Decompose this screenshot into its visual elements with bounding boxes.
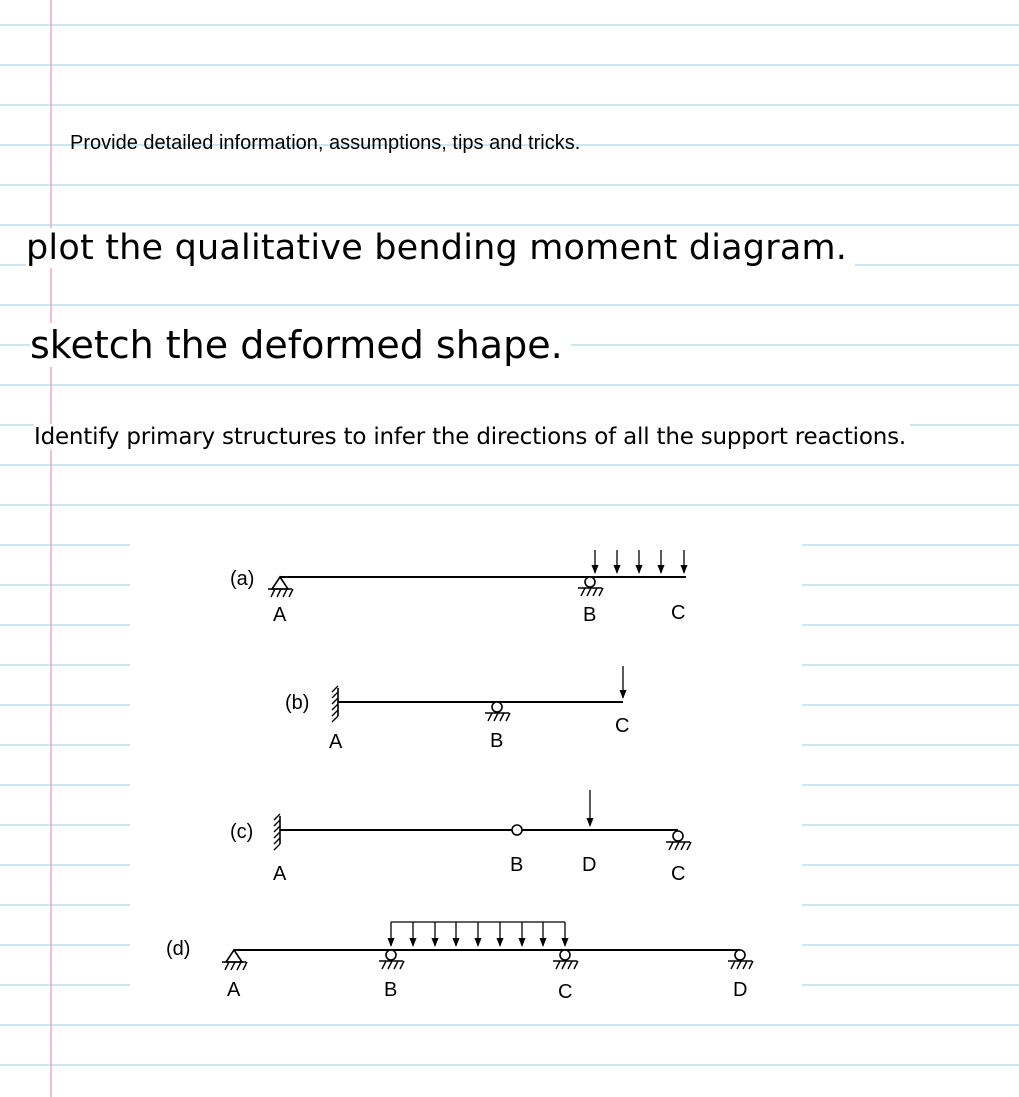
beam-a-tag: (a) [230,568,255,590]
task-deformed-shape: sketch the deformed shape. [30,323,571,367]
beam-d-support-b-roller [379,950,404,969]
beam-a-support-a-pin [268,577,293,597]
beam-a-label-c: C [671,602,686,624]
beam-d-tag: (d) [166,938,191,960]
beam-c-support-a-fixed [274,814,280,850]
beam-a-label-b: B [583,604,597,626]
beam-c-label-b: B [510,854,524,876]
beam-c-tag: (c) [230,821,254,843]
beam-c-hinge-b [512,825,522,835]
beam-b-label-b: B [490,730,504,752]
beam-b-support-a-fixed [332,686,338,722]
beam-d-support-c-roller [553,950,578,969]
beam-d-label-c: C [558,981,573,1003]
beam-d-label-b: B [384,979,398,1001]
beam-d-label-d: D [733,979,748,1001]
beam-a-label-a: A [273,604,287,626]
instruction-text: Provide detailed information, assumptions, tips and tricks. [70,132,581,154]
beam-b-label-c: C [615,715,630,737]
beam-c [230,790,691,885]
beam-a [230,550,686,626]
beam-b-label-a: A [329,731,343,753]
beam-b-support-b-roller [485,702,510,721]
beam-a-support-b-roller [578,577,603,596]
beam-b [285,666,629,753]
beam-c-support-c-roller [666,831,691,850]
task-primary-structures: Identify primary structures to infer the directions of all the support reactions. [34,424,910,450]
beam-d-distributed-load [391,922,565,946]
beam-figure [130,518,802,1020]
beam-c-label-c: C [671,863,686,885]
task-moment-diagram: plot the qualitative bending moment diagram. [26,228,855,268]
beam-c-label-d: D [582,854,597,876]
beam-d [166,922,753,1003]
beam-d-support-d-roller [728,950,753,969]
beam-c-label-a: A [273,863,287,885]
beam-d-label-a: A [227,979,241,1001]
beam-a-distributed-load [595,550,684,573]
beam-b-tag: (b) [285,692,310,714]
beam-d-support-a-pin [222,950,247,970]
